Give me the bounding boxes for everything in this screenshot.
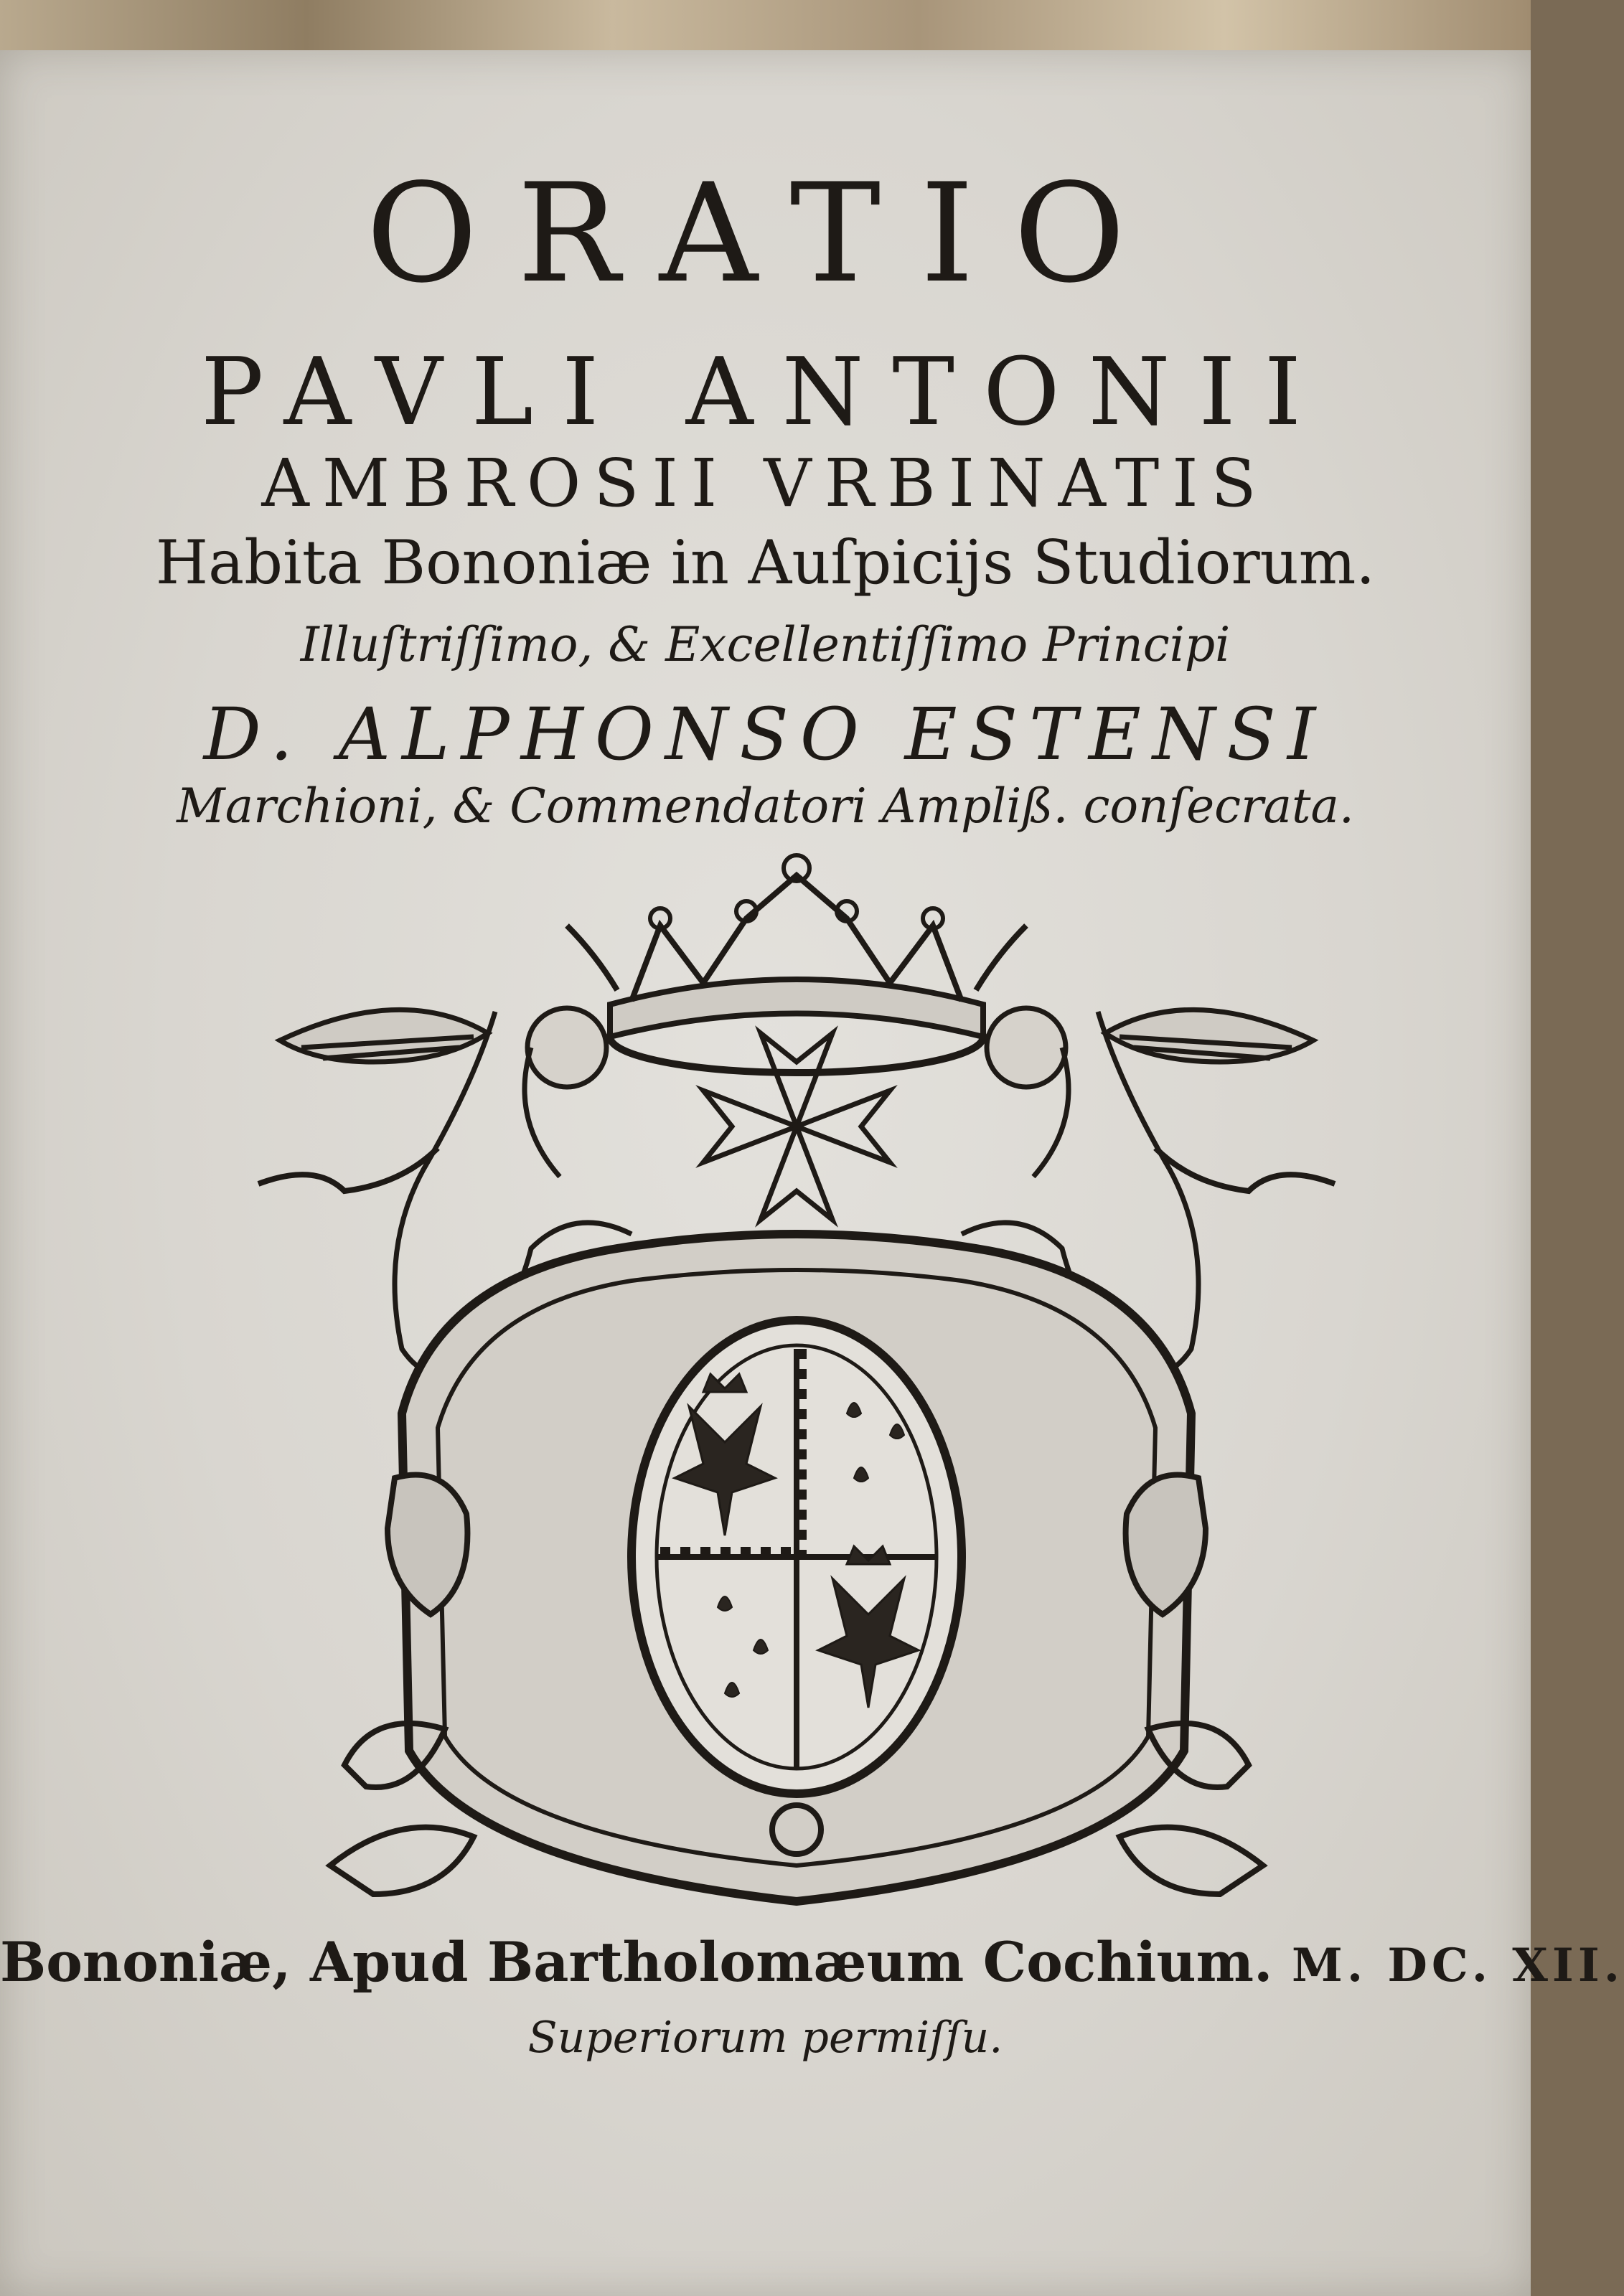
book-title: ORATIO <box>365 154 1165 313</box>
title-page <box>0 50 1624 2296</box>
imprint <box>0 1930 1624 1994</box>
coat-of-arms-woodcut <box>258 847 1335 1944</box>
permission-note: Superiorum permiſſu. <box>527 2013 1003 2063</box>
author-origin: AMBROSII VRBINATIS <box>261 445 1269 522</box>
dedicatee-titles: Marchioni, & Commendatori Ampliß. conſecrata. <box>177 778 1354 834</box>
imprint-publisher: Bononiæ, Apud Bartholomæum Cochium. <box>0 1930 1273 1994</box>
heraldic-shield-icon <box>632 1320 962 1794</box>
imprint-date: M. DC. XII. <box>1291 1939 1624 1992</box>
author-name: PAVLI ANTONII <box>200 337 1330 446</box>
dedication-line: Illuſtriſſimo, & Excellentiſſimo Principi <box>300 617 1231 672</box>
subtitle: Habita Bononiæ in Auſpicijs Studiorum. <box>155 527 1376 598</box>
dedicatee-name: D. ALPHONSO ESTENSI <box>203 692 1328 776</box>
crown-icon <box>567 855 1026 1073</box>
maltese-cross-icon <box>703 1033 890 1220</box>
